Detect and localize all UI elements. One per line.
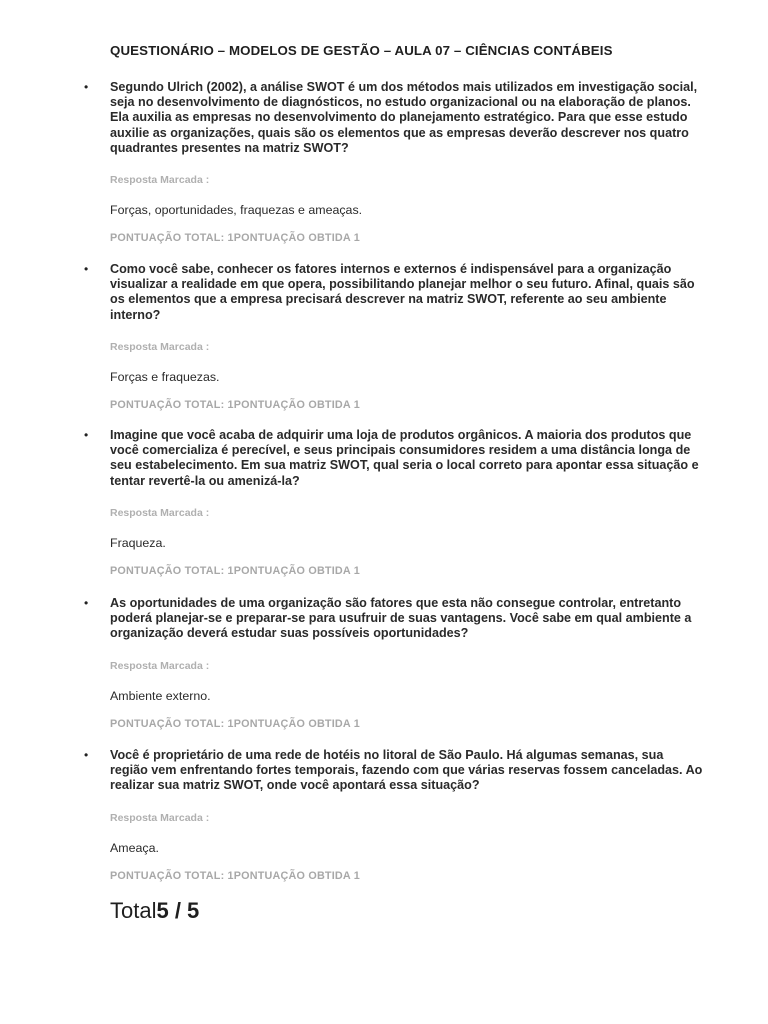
question-2 xyxy=(84,262,704,411)
score-line: PONTUAÇÃO TOTAL: 1PONTUAÇÃO OBTIDA 1 xyxy=(110,232,360,245)
total-value: 5 / 5 xyxy=(156,898,200,923)
answer-label: Resposta Marcada : xyxy=(110,811,210,824)
bullet: • xyxy=(84,748,89,762)
selected-answer: Fraqueza. xyxy=(110,535,166,550)
selected-answer: Ameaça. xyxy=(110,840,159,855)
question-text: Você é proprietário de uma rede de hotéis no litoral de São Paulo. Há algumas semanas, sua região vem enfrentando fortes temporais, fazendo com que várias reservas fossem canceladas. Ao realizar sua matriz SWOT, onde você apontará essa situação? xyxy=(110,748,703,793)
question-text: As oportunidades de uma organização são fatores que esta não consegue controlar, entretanto poderá planejar-se e preparar-se para usufruir de suas vantagens. Você sabe em qual ambiente a organização deverá estudar suas possíveis oportunidades? xyxy=(110,596,692,641)
question-text: Segundo Ulrich (2002), a análise SWOT é um dos métodos mais utilizados em investigação social, seja no desenvolvimento de diagnósticos, no estudo organizacional ou na elaboração de planos. Ela auxilia as empresas no desenvolvimento do planejamento estratégico. Para que esse estudo auxilie as organizações, quais são os elementos que as empresas deverão descrever nos quatro quadrantes presentes na matriz SWOT? xyxy=(110,80,698,155)
question-1 xyxy=(84,80,704,244)
bullet: • xyxy=(84,80,89,94)
answer-label: Resposta Marcada : xyxy=(110,174,210,187)
bullet: • xyxy=(84,428,89,442)
question-text: Como você sabe, conhecer os fatores internos e externos é indispensável para a organização visualizar a realidade em que opera, possibilitando planejar melhor o seu futuro. Afinal, quais são os elementos que a empresa precisará descrever na matriz SWOT, referente ao seu ambiente interno? xyxy=(110,262,695,322)
score-line: PONTUAÇÃO TOTAL: 1PONTUAÇÃO OBTIDA 1 xyxy=(110,398,360,411)
selected-answer: Ambiente externo. xyxy=(110,688,211,703)
total-label: Total xyxy=(110,898,157,923)
question-text: Imagine que você acaba de adquirir uma loja de produtos orgânicos. A maioria dos produtos que você comercializa é perecível, e seus principais consumidores residem a uma distância longa de seu estabelecimento. Em sua matriz SWOT, qual seria o local correto para apontar essa situação e tentar revertê-la ou amenizá-la? xyxy=(110,428,699,488)
score-line: PONTUAÇÃO TOTAL: 1PONTUAÇÃO OBTIDA 1 xyxy=(110,717,360,730)
answer-label: Resposta Marcada : xyxy=(110,659,210,672)
question-4 xyxy=(84,596,704,730)
answer-label: Resposta Marcada : xyxy=(110,506,210,519)
selected-answer: Forças e fraquezas. xyxy=(110,369,220,384)
page-title: QUESTIONÁRIO – MODELOS DE GESTÃO – AULA 07 – CIÊNCIAS CONTÁBEIS xyxy=(110,43,613,58)
bullet: • xyxy=(84,262,89,276)
score-line: PONTUAÇÃO TOTAL: 1PONTUAÇÃO OBTIDA 1 xyxy=(110,869,360,882)
answer-label: Resposta Marcada : xyxy=(110,340,210,353)
bullet: • xyxy=(84,596,89,610)
question-5 xyxy=(84,748,704,882)
selected-answer: Forças, oportunidades, fraquezas e ameaças. xyxy=(110,203,363,218)
score-line: PONTUAÇÃO TOTAL: 1PONTUAÇÃO OBTIDA 1 xyxy=(110,564,360,577)
question-3 xyxy=(84,428,704,577)
total-score xyxy=(110,898,199,924)
